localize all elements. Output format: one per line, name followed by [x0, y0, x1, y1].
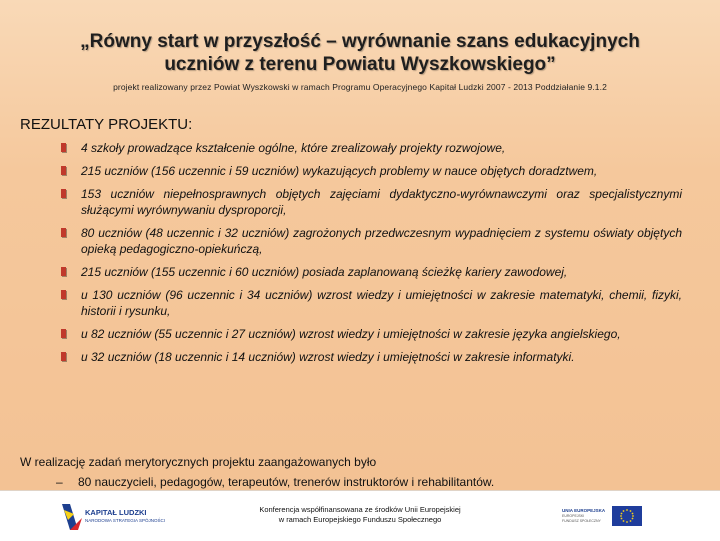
- result-text: u 32 uczniów (18 uczennic i 14 uczniów) wzrost wiedzy i umiejętności w zakresie informatyki.: [81, 350, 575, 364]
- bullet-icon: [61, 166, 66, 175]
- bullet-icon: [61, 267, 66, 276]
- eu-flag-icon: [612, 506, 642, 526]
- eu-logo-sub-1: EUROPEJSKI: [562, 514, 585, 518]
- result-text: 80 uczniów (48 uczennic i 32 uczniów) zagrożonych przedwczesnym wypadnięciem z systemu oświaty objętych opieką pedagogiczno-opiekuńczą,: [81, 226, 682, 256]
- kl-logo-name: KAPITAŁ LUDZKI: [85, 508, 147, 517]
- bullet-icon: [61, 143, 66, 152]
- title-line-2: uczniów z terenu Powiatu Wyszkowskiego”: [164, 54, 556, 75]
- eu-logo-name: UNIA EUROPEJSKA: [562, 508, 606, 513]
- slide-subtitle: projekt realizowany przez Powiat Wyszkowski w ramach Programu Operacyjnego Kapitał Ludzki 2007 - 2013 Poddziałanie 9.1.2: [113, 82, 607, 92]
- slide-title: [20, 30, 700, 76]
- kapital-ludzki-logo-icon: [60, 500, 170, 534]
- bullet-icon: [61, 329, 66, 338]
- results-list: [60, 140, 682, 372]
- bullet-icon: [61, 290, 66, 299]
- footer-text: [220, 505, 500, 525]
- result-text: u 130 uczniów (96 uczennic i 34 uczniów) wzrost wiedzy i umiejętności w zakresie matematyki, chemii, fizyki, historii i rysunku,: [81, 288, 682, 318]
- list-item: [60, 287, 682, 319]
- title-line-1: „Równy start w przyszłość – wyrównanie szans edukacyjnych: [80, 31, 640, 52]
- bullet-icon: [61, 189, 66, 198]
- staff-text: 80 nauczycieli, pedagogów, terapeutów, trenerów instruktorów i rehabilitantów.: [78, 475, 495, 489]
- list-item: [60, 163, 682, 179]
- footer-text-line-1: Konferencja współfinansowana ze środków Unii Europejskiej: [259, 505, 461, 514]
- list-item: [60, 349, 682, 365]
- list-item: [60, 140, 682, 156]
- results-heading: REZULTATY PROJEKTU:: [20, 116, 193, 133]
- list-item: [60, 186, 682, 218]
- kl-logo-sub: NARODOWA STRATEGIA SPÓJNOŚCI: [85, 518, 166, 523]
- bullet-icon: [61, 352, 66, 361]
- eu-logo-sub: [562, 514, 601, 524]
- list-item: [60, 326, 682, 342]
- staff-intro: W realizację zadań merytorycznych projektu zaangażowanych było: [20, 455, 377, 469]
- dash-marker: –: [56, 475, 63, 489]
- list-item: [60, 264, 682, 280]
- result-text: 215 uczniów (155 uczennic i 60 uczniów) posiada zaplanowaną ścieżkę kariery zawodowej,: [81, 265, 568, 279]
- result-text: u 82 uczniów (55 uczennic i 27 uczniów) wzrost wiedzy i umiejętności w zakresie języka angielskiego,: [81, 327, 621, 341]
- list-item: [60, 225, 682, 257]
- bullet-icon: [61, 228, 66, 237]
- footer-text-line-2: w ramach Europejskiego Funduszu Społecznego: [278, 515, 442, 524]
- result-text: 215 uczniów (156 uczennic i 59 uczniów) wykazujących problemy w nauce objętych doradztwem,: [81, 164, 598, 178]
- result-text: 4 szkoły prowadzące kształcenie ogólne, które zrealizowały projekty rozwojowe,: [81, 141, 506, 155]
- staff-line: [56, 475, 494, 489]
- result-text: 153 uczniów niepełnosprawnych objętych zajęciami dydaktyczno-wyrównawczymi oraz specjalistycznymi służącymi wyrównywaniu dysproporcji,: [81, 187, 682, 217]
- eu-logo-sub-2: FUNDUSZ SPOŁECZNY: [562, 519, 601, 523]
